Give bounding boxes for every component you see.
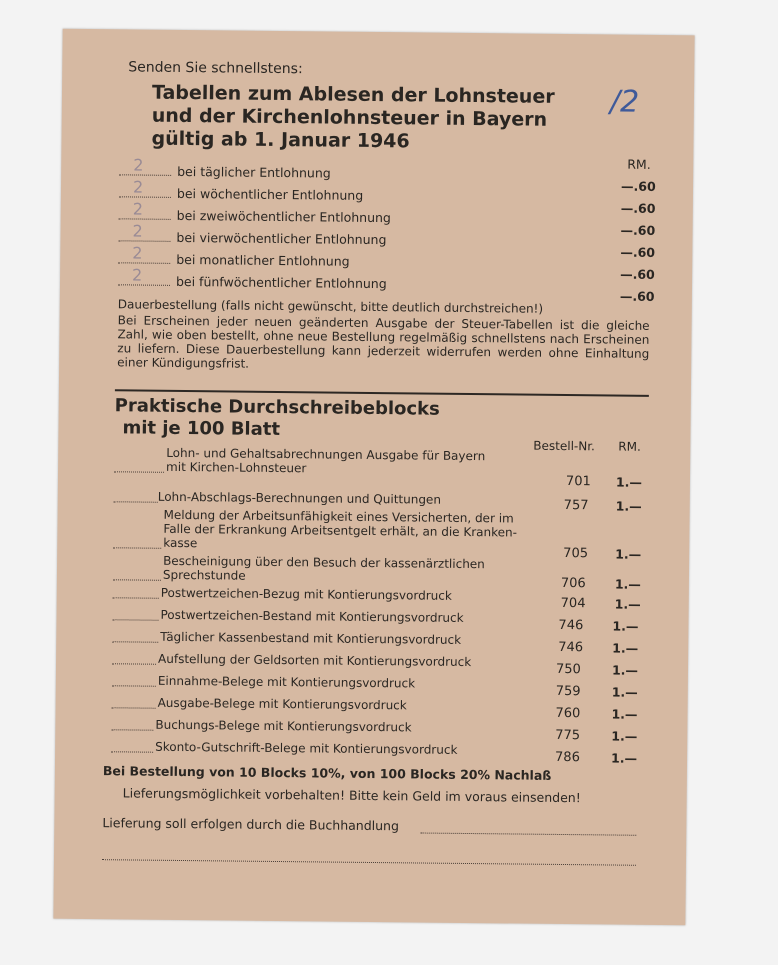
block-price: 1.—: [611, 662, 639, 678]
block-number: 705: [563, 545, 589, 562]
block-price: 1.—: [610, 750, 638, 766]
delivery-line-label: Lieferung soll erfolgen durch die Buchhandlung: [102, 815, 400, 834]
tax-item[interactable]: [118, 273, 387, 291]
block-number: 775: [555, 727, 581, 744]
block-label: Ausgabe-Belege mit Kontierungsvordruck: [157, 695, 407, 713]
order-form-sheet: [53, 29, 694, 926]
delivery-note: Lieferungsmöglichkeit vorbehalten! Bitte kein Geld im voraus einsenden!: [122, 785, 581, 806]
block-label: Täglicher Kassenbestand mit Kontierungsvordruck: [160, 629, 462, 647]
tax-item[interactable]: [118, 229, 386, 247]
tax-item[interactable]: [118, 251, 350, 268]
handwritten-mark: /2: [609, 84, 640, 120]
quantity-blank[interactable]: [118, 252, 170, 264]
quantity-blank[interactable]: [119, 208, 171, 220]
tax-item[interactable]: [119, 207, 391, 225]
quantity-blank[interactable]: [114, 501, 158, 502]
block-label: Falle der Erkrankung Arbeitsentgelt erhält, an die Kranken-: [163, 521, 518, 540]
bookstore-field[interactable]: [420, 833, 636, 836]
block-label: Aufstellung der Geldsorten mit Kontierungsvordruck: [158, 651, 472, 670]
quantity-blank[interactable]: [112, 707, 156, 708]
block-price: 1.—: [611, 684, 638, 700]
tax-item-label: bei fünfwöchentlicher Entlohnung: [175, 273, 387, 292]
tax-item-price: —.60: [620, 222, 656, 238]
price-header: RM.: [627, 156, 651, 172]
tax-item-price: —.60: [620, 200, 656, 216]
block-price: 1.—: [614, 596, 641, 612]
tax-item-price: —.60: [620, 244, 656, 260]
block-label: Einnahme-Belege mit Kontierungsvordruck: [157, 673, 416, 691]
block-price: 1.—: [614, 576, 641, 592]
quantity-blank[interactable]: [111, 729, 153, 730]
tax-item-label: bei täglicher Entlohnung: [177, 163, 331, 181]
bookstore-field-line-2[interactable]: [102, 859, 636, 866]
block-label: mit Kirchen-Lohnsteuer: [166, 459, 307, 476]
tick-mark: 2: [132, 221, 143, 241]
tax-item-label: bei vierwöchentlicher Entlohnung: [176, 229, 387, 248]
tick-mark: 2: [132, 265, 143, 285]
block-number: 750: [555, 661, 581, 678]
tax-item-label: bei zweiwöchentlicher Entlohnung: [176, 207, 391, 226]
quantity-blank[interactable]: [113, 597, 159, 598]
column-header-bestell-nr: Bestell-Nr.: [533, 438, 595, 454]
title-line-1: Tabellen zum Ablesen der Lohnsteuer: [151, 81, 555, 108]
block-label: Buchungs-Belege mit Kontierungsvordruck: [155, 717, 412, 735]
quantity-blank[interactable]: [111, 751, 153, 752]
tick-mark: 2: [132, 243, 143, 263]
quantity-blank[interactable]: [112, 663, 156, 664]
title-line-3: gültig ab 1. Januar 1946: [151, 127, 410, 153]
quantity-blank[interactable]: [112, 641, 158, 642]
title-line-2: und der Kirchenlohnsteuer in Bayern: [151, 104, 548, 131]
quantity-blank[interactable]: [119, 164, 171, 176]
tick-mark: 2: [133, 155, 144, 175]
block-label: Lohn-Abschlags-Berechnungen und Quittungen: [157, 489, 442, 507]
block-number: 704: [560, 595, 586, 612]
block-label: Postwertzeichen-Bezug mit Kontierungsvordruck: [160, 585, 452, 603]
block-price: 1.—: [612, 640, 639, 656]
block-label: Sprechstunde: [162, 567, 246, 583]
block-number: 786: [554, 749, 580, 766]
quantity-blank[interactable]: [112, 685, 156, 686]
quantity-blank[interactable]: [118, 274, 170, 286]
block-label: Lohn- und Gehaltsabrechnungen Ausgabe für Bayern: [166, 445, 486, 464]
quantity-blank[interactable]: [113, 579, 161, 581]
quantity-blank[interactable]: [118, 230, 170, 242]
block-price: 1.—: [615, 498, 642, 514]
tax-item[interactable]: [119, 163, 331, 180]
block-number: 757: [563, 497, 589, 514]
block-number: 760: [555, 705, 581, 722]
block-label: Bescheinigung über den Besuch der kassenärztlichen: [163, 553, 485, 572]
block-price: 1.—: [611, 706, 638, 722]
tax-item[interactable]: [119, 185, 363, 203]
quantity-blank[interactable]: [113, 547, 161, 549]
section2-title-line-1: Praktische Durchschreibeblocks: [114, 395, 440, 420]
quantity-blank[interactable]: [114, 471, 164, 473]
quantity-blank[interactable]: [119, 186, 171, 198]
block-number: 746: [558, 617, 584, 634]
block-price: 1.—: [615, 546, 642, 562]
block-price: 1.—: [615, 474, 642, 490]
discount-note: Bei Bestellung von 10 Blocks 10%, von 100 Blocks 20% Nachlaß: [102, 763, 552, 783]
tax-item-label: bei wöchentlicher Entlohnung: [176, 185, 364, 203]
block-number: 701: [565, 474, 591, 490]
tax-item-price: —.60: [619, 288, 655, 304]
dauer-note: Dauerbestellung (falls nicht gewünscht, bitte deutlich durchstreichen!): [117, 297, 544, 316]
block-number: 706: [560, 575, 586, 592]
tax-item-price: —.60: [620, 178, 656, 194]
block-number: 746: [558, 639, 584, 656]
tax-item-label: bei monatlicher Entlohnung: [176, 251, 350, 269]
block-label: Postwertzeichen-Bestand mit Kontierungsvordruck: [160, 607, 464, 625]
tax-item-price: —.60: [620, 266, 655, 282]
block-label: kasse: [163, 535, 198, 551]
column-header-rm: RM.: [618, 439, 641, 454]
section2-title-line-2: mit je 100 Blatt: [122, 417, 281, 441]
block-label: Meldung der Arbeitsunfähigkeit eines Versicherten, der im: [163, 507, 514, 526]
intro-text: Senden Sie schnellstens:: [128, 59, 303, 78]
block-label: Skonto-Gutschrift-Belege mit Kontierungsvordruck: [155, 739, 458, 757]
dauer-text: Bei Erscheinen jeder neuen geänderten Ausgabe der Steuer-Tabellen ist die gleiche Zahl, wie oben bestellt, ohne neue Bestellung regelmäßig schnellstens nach Erscheinen zu liefern. Diese Dauerbestellung kann jederzeit widerrufen werden ohne Einhaltung einer Kündigungsfrist.: [117, 313, 650, 371]
tick-mark: 2: [132, 177, 144, 197]
block-number: 759: [555, 683, 581, 700]
tick-mark: 2: [132, 199, 144, 219]
block-price: 1.—: [612, 618, 639, 634]
block-price: 1.—: [611, 728, 638, 744]
quantity-blank[interactable]: [112, 619, 158, 620]
